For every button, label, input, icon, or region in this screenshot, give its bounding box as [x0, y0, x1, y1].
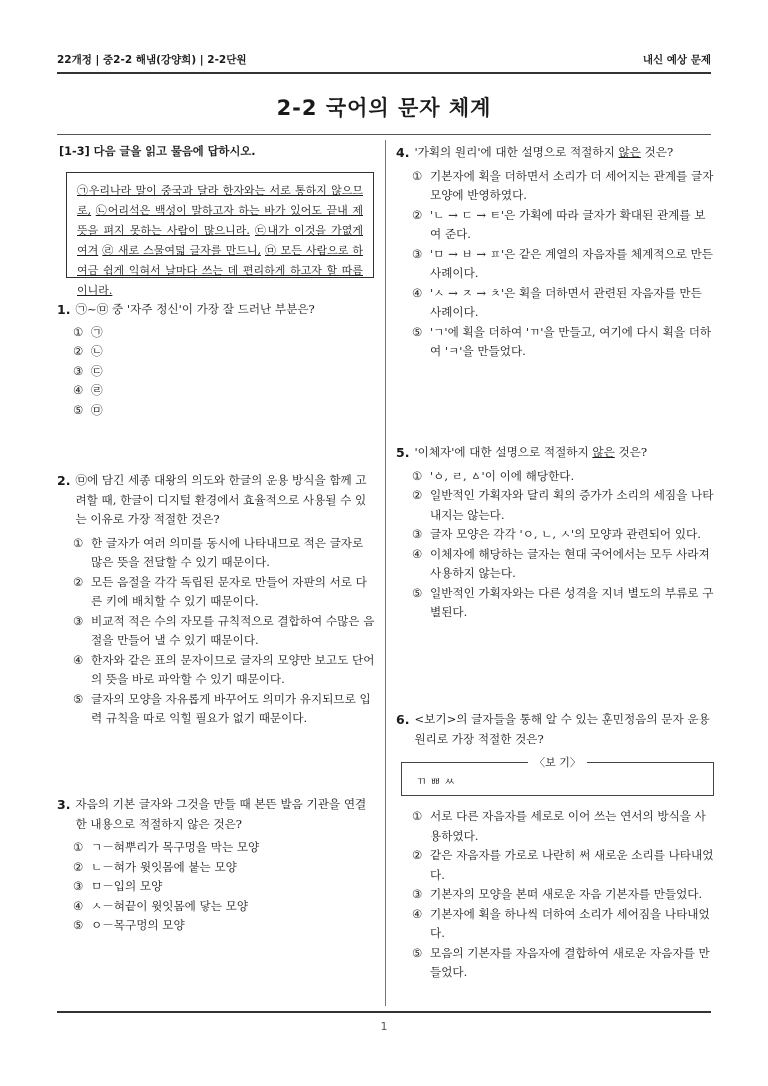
- option-mark: ④: [412, 285, 423, 300]
- passage-sentence-5: ㉤ 모든 사람으로 하여금 쉽게 익혀서 날마다 쓰는 데 편리하게 하고자 할 따름이니라.: [77, 244, 364, 297]
- header-rule: [57, 72, 711, 74]
- option-text: 모든 음절을 각각 독립된 문자로 만들어 자판의 서로 다른 키에 배치할 수 있기 때문이다.: [91, 574, 367, 608]
- option-mark: ④: [73, 383, 84, 397]
- option-text: ㉠: [91, 324, 103, 339]
- option-mark: ③: [73, 879, 84, 893]
- option-mark: ④: [73, 652, 84, 667]
- option-mark: ③: [412, 887, 423, 901]
- option-text: 글자의 모양을 자유롭게 바꾸어도 의미가 유지되므로 입력 규칙을 따로 익힐 필요가 없기 때문이다.: [91, 691, 371, 725]
- option-5[interactable]: [396, 584, 714, 623]
- option-text: 한자와 같은 표의 문자이므로 글자의 모양만 보고도 단어의 뜻을 바로 파악할 수 있기 때문이다.: [91, 652, 375, 686]
- option-text: ㅇ－목구멍의 모양: [91, 918, 185, 932]
- option-text: ㄴ－혀가 윗잇몸에 붙는 모양: [91, 859, 237, 874]
- option-text: ㉡: [91, 344, 103, 358]
- header-course-info: 22개정 | 중2-2 해냄(강양희) | 2-2단원: [57, 54, 247, 66]
- option-text: 같은 자음자를 가로로 나란히 써 새로운 소리를 나타내었다.: [430, 848, 714, 882]
- option-mark: ①: [412, 168, 423, 183]
- page-number: 1: [380, 1020, 388, 1033]
- option-3[interactable]: [396, 525, 714, 545]
- option-text: 서로 다른 자음자를 세로로 이어 쓰는 연서의 방식을 사용하였다.: [430, 809, 706, 843]
- question-6-options: [396, 807, 714, 983]
- option-5[interactable]: [57, 690, 377, 729]
- option-text: 'ㅁ → ㅂ → ㅍ'은 같은 계열의 자음자를 체계적으로 만든 사례이다.: [430, 246, 713, 280]
- option-3[interactable]: [57, 362, 377, 382]
- option-mark: ④: [412, 546, 423, 561]
- option-text: ㅅ－혀끝이 윗잇몸에 닿는 모양: [91, 898, 249, 913]
- option-mark: ⑤: [73, 918, 84, 932]
- passage-sentence-2: ㉡어리석은 백성이 말하고자 하는 바가 있어도 끝내 제 뜻을 펴지 못하는 사람이 많으니라.: [77, 204, 364, 237]
- option-text: 일반적인 가획자와 달리 획의 증가가 소리의 세짐을 나타내지는 않는다.: [430, 488, 714, 522]
- stem-emphasis: 않은: [618, 145, 641, 159]
- option-text: 한 글자가 여러 의미를 동시에 나타내므로 적은 글자로 많은 뜻을 전달할 수 있기 때문이다.: [91, 535, 364, 569]
- option-2[interactable]: [57, 858, 377, 878]
- passage-sentence-1: ㉠우리나라 말이 중국과 달라 한자와는 서로 통하지 않으므로,: [77, 184, 363, 217]
- option-1[interactable]: [396, 807, 714, 846]
- question-6-stem: [396, 710, 714, 749]
- option-1[interactable]: [396, 167, 714, 206]
- option-1[interactable]: [57, 323, 377, 343]
- option-mark: ②: [412, 488, 423, 502]
- option-mark: ②: [412, 848, 423, 862]
- option-text: ㉤: [91, 402, 103, 417]
- question-3: [57, 795, 377, 936]
- option-2[interactable]: [57, 342, 377, 362]
- title-rule: [57, 134, 711, 135]
- option-mark: ⑤: [412, 324, 423, 339]
- question-number: 2.: [57, 473, 71, 488]
- option-4[interactable]: [396, 284, 714, 323]
- option-text: 모음의 기본자를 자음자에 결합하여 새로운 자음자를 만들었다.: [430, 945, 710, 979]
- question-4: [396, 143, 714, 362]
- option-text: ㅁ－입의 모양: [91, 879, 163, 893]
- option-text: 'ㅅ → ㅈ → ㅊ'은 획을 더하면서 관련된 자음자를 만든 사례이다.: [430, 285, 702, 319]
- option-text: 'ㄱ'에 획을 더하여 'ㄲ'을 만들고, 여기에 다시 획을 더하여 'ㅋ'을 만들었다.: [430, 324, 712, 358]
- option-mark: ③: [412, 527, 423, 541]
- question-stem: [414, 143, 714, 163]
- option-4[interactable]: [57, 651, 377, 690]
- stem-emphasis: 않은: [592, 445, 615, 459]
- option-1[interactable]: [396, 467, 714, 487]
- question-number: 3.: [57, 797, 71, 812]
- page-header: [57, 52, 711, 70]
- option-mark: ②: [73, 859, 84, 874]
- option-mark: ②: [73, 574, 84, 589]
- option-text: 기본자에 획을 하나씩 더하여 소리가 세어짐을 나타내었다.: [430, 906, 710, 940]
- option-mark: ④: [73, 898, 84, 913]
- option-4[interactable]: [57, 897, 377, 917]
- question-stem: [414, 443, 714, 463]
- option-mark: ③: [412, 246, 423, 261]
- footer-rule: [57, 1011, 711, 1013]
- option-2[interactable]: [396, 846, 714, 885]
- option-text: ㉣: [91, 383, 103, 397]
- option-5[interactable]: [396, 944, 714, 983]
- option-mark: ⑤: [412, 945, 423, 960]
- option-mark: ⑤: [412, 585, 423, 600]
- question-number: 4.: [396, 145, 410, 160]
- option-mark: ③: [73, 613, 84, 628]
- option-mark: ⑤: [73, 402, 84, 417]
- question-2: [57, 471, 377, 729]
- option-text: 이체자에 해당하는 글자는 현대 국어에서는 모두 사라져 사용하지 않는다.: [430, 546, 710, 580]
- reading-passage: [66, 172, 374, 297]
- option-1[interactable]: [57, 838, 377, 858]
- option-text: 'ㆁ, ㄹ, ㅿ'이 이에 해당한다.: [430, 468, 575, 483]
- option-text: ㉢: [91, 363, 103, 378]
- option-mark: ②: [412, 207, 423, 222]
- option-1[interactable]: [57, 534, 377, 573]
- option-5[interactable]: [57, 401, 377, 421]
- option-text: 비교적 적은 수의 자모를 규칙적으로 결합하여 수많은 음절을 만들어 낼 수 있기 때문이다.: [91, 613, 375, 647]
- column-divider: [385, 140, 386, 1006]
- option-mark: ②: [73, 344, 84, 358]
- stem-text: 것은?: [614, 445, 648, 459]
- option-mark: ①: [412, 809, 423, 823]
- option-2[interactable]: [57, 573, 377, 612]
- option-mark: ④: [412, 906, 423, 921]
- option-text: 'ㄴ → ㄷ → ㅌ'은 가획에 따라 글자가 확대된 관계를 보여 준다.: [430, 207, 706, 241]
- option-text: 기본자에 획을 더하면서 소리가 더 세어지는 관계를 글자 모양에 반영하였다.: [430, 168, 714, 202]
- option-4[interactable]: [396, 905, 714, 944]
- header-exam-type: 내신 예상 문제: [642, 54, 711, 66]
- question-number: 6.: [396, 712, 410, 727]
- stem-text: '이체자'에 대한 설명으로 적절하지: [414, 445, 593, 459]
- option-5[interactable]: [57, 916, 377, 936]
- option-3[interactable]: [396, 885, 714, 905]
- option-3[interactable]: [57, 612, 377, 651]
- question-stem: ㉤에 담긴 세종 대왕의 의도와 한글의 운용 방식을 함께 고려할 때, 한글이 디지털 환경에서 효율적으로 사용될 수 있는 이유로 가장 적절한 것은?: [75, 473, 367, 526]
- question-1: [57, 300, 377, 420]
- question-stem: 자음의 기본 글자와 그것을 만들 때 본뜬 발음 기관을 연결한 내용으로 적절하지 않은 것은?: [75, 797, 367, 831]
- option-mark: ①: [73, 324, 84, 339]
- stem-text: '가획의 원리'에 대한 설명으로 적절하지: [414, 145, 619, 159]
- option-4[interactable]: [57, 381, 377, 401]
- stem-text: 것은?: [640, 145, 674, 159]
- option-5[interactable]: [396, 323, 714, 362]
- option-text: 일반적인 가획자와는 다른 성격을 지녀 별도의 부류로 구별된다.: [430, 585, 714, 619]
- option-mark: ①: [73, 840, 84, 854]
- question-stem: ㉠~㉤ 중 '자주 정신'이 가장 잘 드러난 부분은?: [75, 302, 315, 316]
- option-3[interactable]: [57, 877, 377, 897]
- question-number: 5.: [396, 445, 410, 460]
- example-box-content: ㄲ ㅃ ㅆ: [416, 775, 455, 788]
- question-stem: <보기>의 글자들을 통해 알 수 있는 훈민정음의 문자 운용 원리로 가장 적절한 것은?: [414, 712, 710, 746]
- page-title: 2-2 국어의 문자 체계: [276, 96, 492, 120]
- option-mark: ①: [412, 468, 423, 483]
- instruction: [1-3] 다음 글을 읽고 물음에 답하시오.: [59, 145, 256, 158]
- option-text: 기본자의 모양을 본떠 새로운 자음 기본자를 만들었다.: [430, 887, 703, 901]
- passage-sentence-4: ㉣ 새로 스물여덟 글자를 만드니,: [102, 244, 261, 257]
- question-number: 1.: [57, 302, 71, 317]
- example-box-label: [401, 754, 714, 770]
- passage-sentence-3: ㉢내가 이것을 가엾게 여겨: [77, 224, 363, 257]
- example-box-label-text: 〈보 기〉: [528, 756, 587, 769]
- option-2[interactable]: [396, 486, 714, 525]
- option-mark: ⑤: [73, 691, 84, 706]
- option-4[interactable]: [396, 545, 714, 584]
- option-mark: ③: [73, 363, 84, 378]
- option-2[interactable]: [396, 206, 714, 245]
- option-text: 글자 모양은 각각 'ㅇ, ㄴ, ㅅ'의 모양과 관련되어 있다.: [430, 527, 701, 541]
- option-text: ㄱ－혀뿌리가 목구멍을 막는 모양: [91, 840, 260, 854]
- question-5: [396, 443, 714, 623]
- option-mark: ①: [73, 535, 84, 550]
- option-3[interactable]: [396, 245, 714, 284]
